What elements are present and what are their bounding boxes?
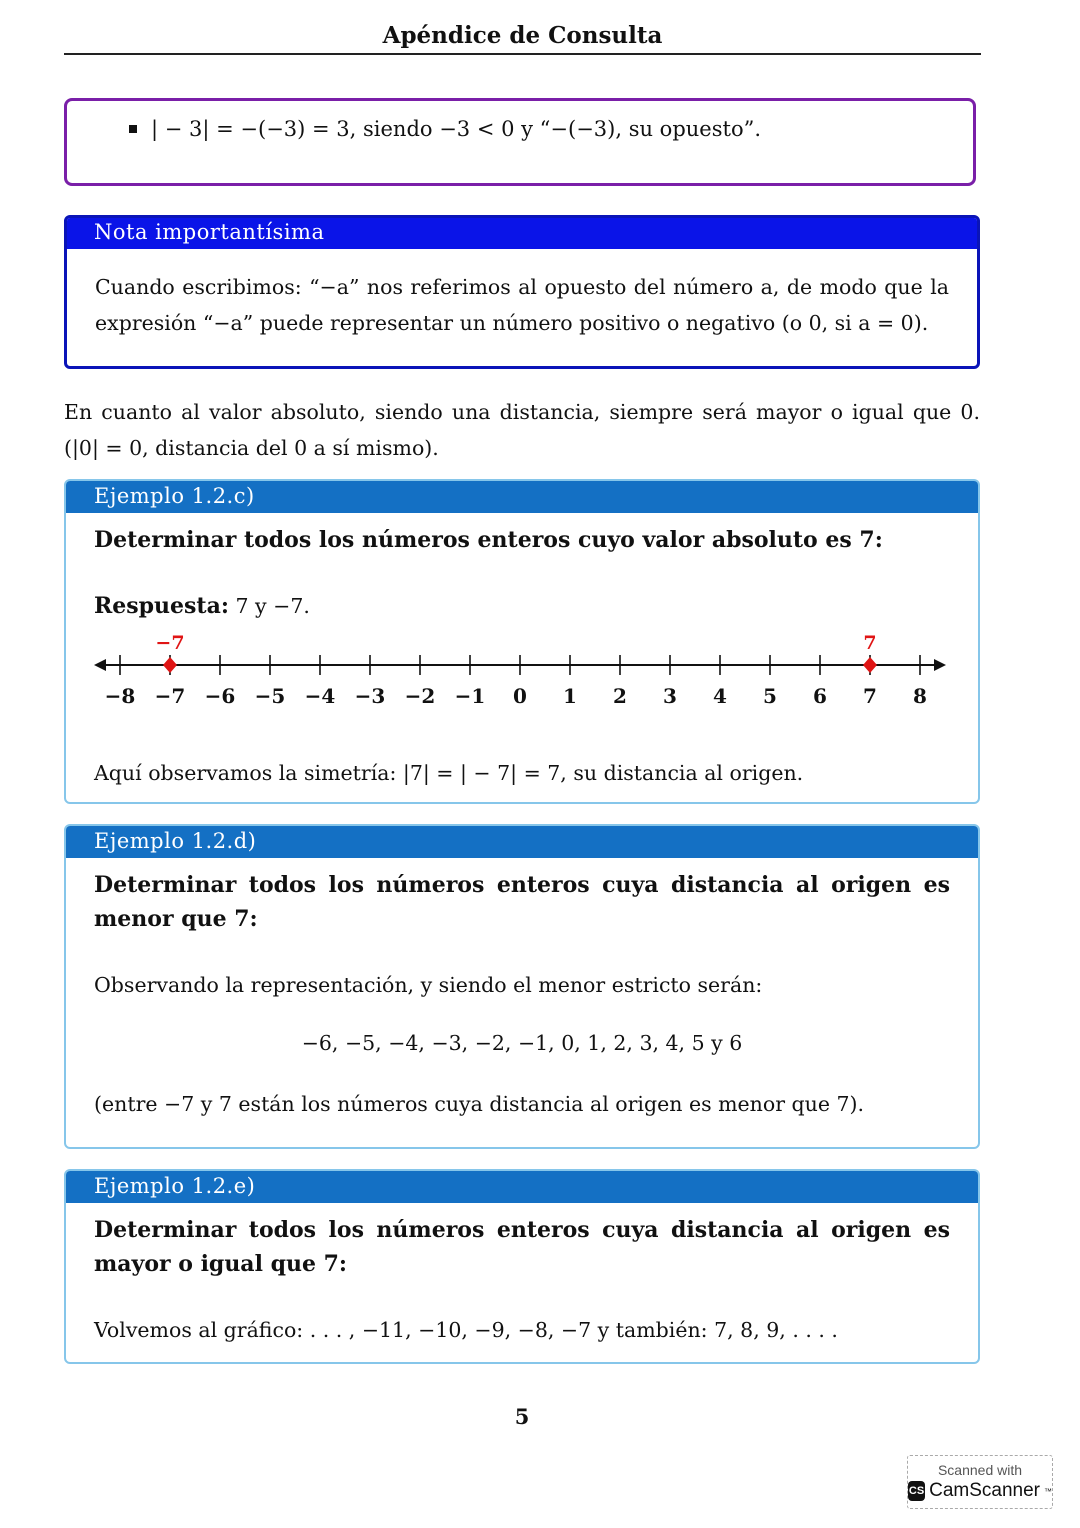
example-e-title: Ejemplo 1.2.e)	[64, 1169, 980, 1203]
example-e-question: Determinar todos los números enteros cuya distancia al origen es mayor o igual que 7:	[94, 1217, 950, 1277]
answer-label: Respuesta:	[94, 593, 229, 619]
page-header: Apéndice de Consulta	[64, 22, 981, 55]
note-box	[64, 215, 980, 369]
example-c-box	[64, 479, 980, 804]
tick-label: 4	[713, 684, 727, 708]
tick-label: −4	[304, 684, 336, 708]
tick-label: 6	[813, 684, 827, 708]
trademark-mark: ™	[1044, 1486, 1052, 1496]
example-e-box	[64, 1169, 980, 1364]
bullet-icon	[129, 125, 137, 133]
tick-label: −5	[254, 684, 286, 708]
example-c-conclusion: Aquí observamos la simetría: |7| = | − 7| = 7, su distancia al origen.	[94, 761, 804, 785]
example-d-question: Determinar todos los números enteros cuya distancia al origen es menor que 7:	[94, 872, 950, 932]
example-c-answer	[94, 593, 950, 619]
example-d-title: Ejemplo 1.2.d)	[64, 824, 980, 858]
number-line-left-arrow	[94, 659, 106, 671]
tick-label: 2	[613, 684, 627, 708]
tick-label: −7	[154, 684, 186, 708]
example-e-line1: Volvemos al gráfico: . . . , −11, −10, −9, −8, −7 y también: 7, 8, 9, . . . .	[94, 1318, 838, 1342]
tick-label: −8	[104, 684, 136, 708]
absolute-value-paragraph: En cuanto al valor absoluto, siendo una distancia, siempre será mayor o igual que 0. (|0| = 0, distancia del 0 a sí mismo).	[64, 400, 980, 460]
note-title: Nota importantísima	[64, 215, 980, 249]
camscanner-logo-icon: CS	[908, 1481, 925, 1501]
tick-label: −2	[404, 684, 436, 708]
example-d-line2: (entre −7 y 7 están los números cuya distancia al origen es menor que 7).	[94, 1092, 865, 1116]
bullet-text: | − 3| = −(−3) = 3, siendo −3 < 0 y “−(−3), su opuesto”.	[151, 117, 761, 141]
example-c-title: Ejemplo 1.2.c)	[64, 479, 980, 513]
example-c-question: Determinar todos los números enteros cuyo valor absoluto es 7:	[94, 527, 883, 553]
tick-label: 7	[863, 684, 877, 708]
example-d-box	[64, 824, 980, 1149]
camscanner-watermark	[907, 1455, 1053, 1509]
bullet-box	[64, 98, 976, 186]
example-d-list: −6, −5, −4, −3, −2, −1, 0, 1, 2, 3, 4, 5 y 6	[301, 1031, 743, 1055]
tick-label: 0	[513, 684, 527, 708]
highlight-label: −7	[155, 632, 185, 654]
highlight-point	[863, 657, 877, 673]
number-line	[66, 631, 980, 721]
highlight-point	[163, 657, 177, 673]
answer-value: 7 y −7.	[235, 594, 310, 618]
number-line-right-arrow	[934, 659, 946, 671]
example-d-line1: Observando la representación, y siendo el menor estricto serán:	[94, 973, 763, 997]
tick-label: −1	[454, 684, 486, 708]
tick-label: 1	[563, 684, 577, 708]
page-number: 5	[514, 1404, 530, 1429]
tick-label: −3	[354, 684, 386, 708]
tick-label: −6	[204, 684, 236, 708]
tick-label: 3	[663, 684, 677, 708]
highlight-label: 7	[863, 632, 877, 654]
scanned-with-label: Scanned with	[937, 1462, 1023, 1478]
tick-label: 5	[763, 684, 777, 708]
tick-label: 8	[913, 684, 927, 708]
camscanner-brand: CamScanner	[929, 1480, 1040, 1501]
note-body: Cuando escribimos: “−a” nos referimos al opuesto del número a, de modo que la expresión “−a” puede representar un número positivo o negativo (o 0, si a = 0).	[95, 275, 949, 335]
